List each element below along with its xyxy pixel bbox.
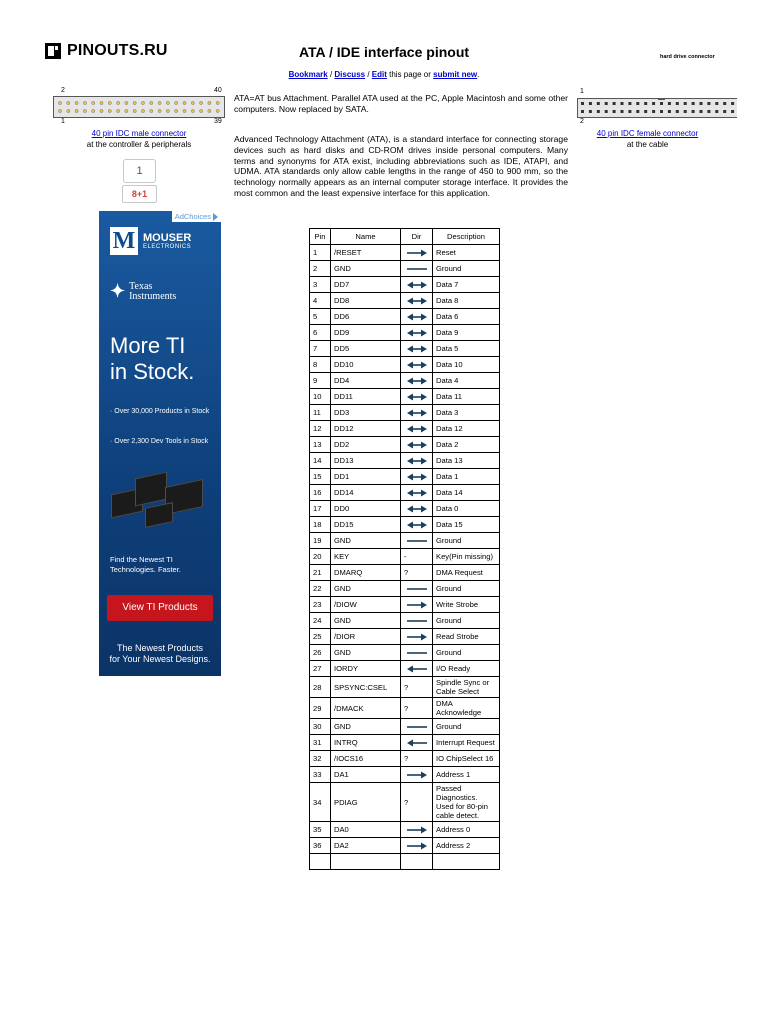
description-cell: Data 5	[433, 341, 500, 357]
pin-number: 1	[61, 118, 65, 125]
separator: /	[365, 70, 372, 79]
dir-cell	[401, 453, 433, 469]
dir-cell	[401, 421, 433, 437]
name-cell: DD3	[331, 405, 401, 421]
ad-headline-line2: in Stock.	[110, 359, 195, 384]
pin-cell: 23	[310, 597, 331, 613]
arrow-both-icon	[406, 313, 428, 321]
female-connector-image	[577, 98, 737, 118]
site-name: PINOUTS.RU	[67, 42, 168, 59]
ad-bullet: · Over 30,000 Products in Stock	[110, 408, 210, 415]
arrow-both-icon	[406, 489, 428, 497]
pin-number: 39	[214, 118, 222, 125]
description-cell: Ground	[433, 719, 500, 735]
ad-footer-line1: The Newest Products	[116, 643, 204, 653]
description-cell: Data 3	[433, 405, 500, 421]
arrow-both-icon	[406, 441, 428, 449]
arrow-both-icon	[406, 361, 428, 369]
pin-cell: 2	[310, 261, 331, 277]
dir-cell: ?	[401, 751, 433, 767]
arrow-left-icon	[406, 739, 428, 747]
pinout-table	[309, 228, 500, 870]
dir-cell	[401, 533, 433, 549]
ad-footer-line2: for Your Newest Designs.	[109, 654, 211, 664]
line-icon	[406, 617, 428, 625]
arrow-both-icon	[406, 457, 428, 465]
arrow-both-icon	[406, 297, 428, 305]
intro-paragraph-2: Advanced Technology Attachment (ATA), is a standard interface for connecting storage devices such as hard disks and CD-ROM drives inside personal computers. Many terms and synonyms for ATA exist, including abbreviations such as IDE, ATAPI, and UDMA. ATA standards only allow cable lengths in the range of 450 to 900 mm, so the technology normally appears as an internal computer storage interface. It provides the most common and the least expensive interface for this application.	[234, 134, 568, 198]
dir-cell	[401, 597, 433, 613]
table-row	[310, 437, 500, 453]
description-cell: Ground	[433, 613, 500, 629]
pin-cell: 17	[310, 501, 331, 517]
name-cell: DD10	[331, 357, 401, 373]
name-cell: GND	[331, 645, 401, 661]
name-cell: GND	[331, 533, 401, 549]
pin-cell: 34	[310, 783, 331, 822]
dir-cell	[401, 469, 433, 485]
dir-cell	[401, 357, 433, 373]
dir-cell: ?	[401, 783, 433, 822]
table-row	[310, 719, 500, 735]
dir-cell	[401, 645, 433, 661]
intro-paragraph-1: ATA=AT bus Attachment. Parallel ATA used at the PC, Apple Macintosh and some other computers. Now replaced by SATA.	[234, 93, 568, 114]
table-row	[310, 613, 500, 629]
actions-end: .	[477, 70, 480, 79]
name-cell: DA0	[331, 822, 401, 838]
table-row	[310, 661, 500, 677]
column-header-dir: Dir	[401, 229, 433, 245]
table-row	[310, 309, 500, 325]
name-cell: DD0	[331, 501, 401, 517]
pin-number: 2	[580, 118, 584, 125]
description-cell: DMA Request	[433, 565, 500, 581]
dir-cell	[401, 767, 433, 783]
pin-cell: 11	[310, 405, 331, 421]
dir-cell	[401, 437, 433, 453]
name-cell: GND	[331, 581, 401, 597]
table-row	[310, 581, 500, 597]
description-cell: Spindle Sync or Cable Select	[433, 677, 500, 698]
name-cell: PDIAG	[331, 783, 401, 822]
pin-cell: 1	[310, 245, 331, 261]
pin-cell: 6	[310, 325, 331, 341]
dir-cell	[401, 245, 433, 261]
male-connector-image	[53, 96, 225, 118]
description-cell: Address 2	[433, 838, 500, 854]
line-icon	[406, 585, 428, 593]
description-cell: Data 1	[433, 469, 500, 485]
adchoices-badge[interactable]	[172, 211, 221, 222]
line-icon	[406, 723, 428, 731]
submit-new-link[interactable]: submit new	[433, 70, 478, 79]
pin-cell: 36	[310, 838, 331, 854]
table-row	[310, 533, 500, 549]
pin-cell: 16	[310, 485, 331, 501]
dir-cell	[401, 629, 433, 645]
hard-drive-connector-label: hard drive connector	[660, 54, 715, 60]
description-cell: Data 15	[433, 517, 500, 533]
pin-cell: 31	[310, 735, 331, 751]
separator: /	[327, 70, 335, 79]
description-cell	[433, 854, 500, 870]
dir-cell	[401, 661, 433, 677]
arrow-right-icon	[406, 601, 428, 609]
page-actions	[0, 70, 768, 79]
column-header-description: Description	[433, 229, 500, 245]
view-ti-products-button[interactable]: View TI Products	[107, 595, 213, 621]
edit-link[interactable]: Edit	[371, 70, 387, 79]
dir-cell	[401, 389, 433, 405]
description-cell: Data 8	[433, 293, 500, 309]
mouser-subname: ELECTRONICS	[143, 243, 192, 250]
ti-name-line1: Texas	[129, 280, 153, 292]
arrow-both-icon	[406, 409, 428, 417]
name-cell: /DIOR	[331, 629, 401, 645]
pin-cell: 18	[310, 517, 331, 533]
pin-cell: 9	[310, 373, 331, 389]
dir-cell	[401, 719, 433, 735]
table-row	[310, 838, 500, 854]
column-header-name: Name	[331, 229, 401, 245]
name-cell	[331, 854, 401, 870]
name-cell: DD14	[331, 485, 401, 501]
pin-cell: 35	[310, 822, 331, 838]
name-cell: DD15	[331, 517, 401, 533]
pin-cell: 33	[310, 767, 331, 783]
table-row	[310, 341, 500, 357]
table-row	[310, 735, 500, 751]
description-cell: Write Strobe	[433, 597, 500, 613]
name-cell: DA1	[331, 767, 401, 783]
pin-cell: 21	[310, 565, 331, 581]
dir-cell	[401, 341, 433, 357]
dir-cell	[401, 613, 433, 629]
arrow-both-icon	[406, 521, 428, 529]
texas-icon: ✦	[110, 281, 126, 301]
line-icon	[406, 649, 428, 657]
pin-cell	[310, 854, 331, 870]
pin-cell: 20	[310, 549, 331, 565]
dir-cell: -	[401, 549, 433, 565]
pin-cell: 15	[310, 469, 331, 485]
description-cell: Data 13	[433, 453, 500, 469]
name-cell: GND	[331, 719, 401, 735]
dir-cell	[401, 277, 433, 293]
name-cell: INTRQ	[331, 735, 401, 751]
ti-name-line2: Instruments	[129, 290, 177, 302]
description-cell: Interrupt Request	[433, 735, 500, 751]
name-cell: DD4	[331, 373, 401, 389]
pin-cell: 14	[310, 453, 331, 469]
arrow-right-icon	[406, 249, 428, 257]
description-cell: Ground	[433, 581, 500, 597]
name-cell: DD1	[331, 469, 401, 485]
table-row	[310, 501, 500, 517]
name-cell: DD12	[331, 421, 401, 437]
arrow-left-icon	[406, 665, 428, 673]
name-cell: SPSYNC:CSEL	[331, 677, 401, 698]
line-icon	[406, 537, 428, 545]
name-cell: DD7	[331, 277, 401, 293]
arrow-both-icon	[406, 281, 428, 289]
name-cell: IORDY	[331, 661, 401, 677]
name-cell: /DMACK	[331, 698, 401, 719]
female-connector-pins	[578, 99, 738, 117]
pin-cell: 28	[310, 677, 331, 698]
pin-cell: 8	[310, 357, 331, 373]
table-row	[310, 565, 500, 581]
description-cell: Data 2	[433, 437, 500, 453]
arrow-right-icon	[406, 633, 428, 641]
adchoices-label: AdChoices	[174, 212, 211, 221]
arrow-both-icon	[406, 329, 428, 337]
table-row	[310, 469, 500, 485]
table-row	[310, 822, 500, 838]
description-cell: Ground	[433, 533, 500, 549]
male-connector-link[interactable]: 40 pin IDC male connector	[91, 129, 187, 138]
description-cell: Data 4	[433, 373, 500, 389]
table-row	[310, 357, 500, 373]
adchoices-icon	[213, 213, 218, 221]
table-row	[310, 245, 500, 261]
name-cell: /RESET	[331, 245, 401, 261]
pin-cell: 3	[310, 277, 331, 293]
dir-cell	[401, 293, 433, 309]
pin-cell: 32	[310, 751, 331, 767]
table-row	[310, 517, 500, 533]
dir-cell	[401, 485, 433, 501]
arrow-both-icon	[406, 377, 428, 385]
pin-cell: 24	[310, 613, 331, 629]
description-cell: Reset	[433, 245, 500, 261]
name-cell: DA2	[331, 838, 401, 854]
name-cell: KEY	[331, 549, 401, 565]
table-row	[310, 645, 500, 661]
column-header-pin: Pin	[310, 229, 331, 245]
table-row	[310, 405, 500, 421]
arrow-both-icon	[406, 425, 428, 433]
name-cell: DD6	[331, 309, 401, 325]
female-connector-subtitle: at the cable	[626, 140, 669, 149]
advertisement[interactable]	[99, 211, 221, 676]
pin-cell: 30	[310, 719, 331, 735]
description-cell: Address 1	[433, 767, 500, 783]
pin-cell: 7	[310, 341, 331, 357]
description-cell: Data 11	[433, 389, 500, 405]
table-row	[310, 783, 500, 822]
pin-number: 2	[61, 87, 65, 94]
pin-cell: 19	[310, 533, 331, 549]
mouser-name: MOUSER	[143, 231, 192, 244]
arrow-right-icon	[406, 771, 428, 779]
table-row	[310, 629, 500, 645]
share-count: 1	[123, 159, 156, 183]
pin-cell: 29	[310, 698, 331, 719]
dir-cell: ?	[401, 698, 433, 719]
description-cell: Read Strobe	[433, 629, 500, 645]
female-connector-link[interactable]: 40 pin IDC female connector	[596, 129, 699, 138]
pin-number: 40	[214, 87, 222, 94]
table-row	[310, 677, 500, 698]
table-row	[310, 277, 500, 293]
pin-cell: 5	[310, 309, 331, 325]
description-cell: DMA Acknowledge	[433, 698, 500, 719]
dir-cell	[401, 822, 433, 838]
table-row	[310, 485, 500, 501]
dir-cell	[401, 405, 433, 421]
table-row	[310, 549, 500, 565]
name-cell: DD11	[331, 389, 401, 405]
name-cell: GND	[331, 613, 401, 629]
male-connector-pins	[54, 97, 224, 117]
pin-cell: 25	[310, 629, 331, 645]
table-row	[310, 767, 500, 783]
table-row	[310, 751, 500, 767]
male-connector-subtitle: at the controller & peripherals	[86, 140, 192, 149]
description-cell: Data 9	[433, 325, 500, 341]
name-cell: DD2	[331, 437, 401, 453]
table-row	[310, 453, 500, 469]
pin-cell: 10	[310, 389, 331, 405]
ad-bullet: · Over 2,300 Dev Tools in Stock	[110, 438, 209, 445]
name-cell: DMARQ	[331, 565, 401, 581]
name-cell: /DIOW	[331, 597, 401, 613]
table-row	[310, 854, 500, 870]
description-cell: Key(Pin missing)	[433, 549, 500, 565]
table-row	[310, 421, 500, 437]
name-cell: /IOCS16	[331, 751, 401, 767]
mouser-m-icon: M	[110, 227, 138, 255]
bookmark-link[interactable]: Bookmark	[288, 70, 328, 79]
description-cell: Passed Diagnostics. Used for 80-pin cable detect.	[433, 783, 500, 822]
description-cell: Data 12	[433, 421, 500, 437]
description-cell: Data 6	[433, 309, 500, 325]
table-row	[310, 698, 500, 719]
description-cell: Data 14	[433, 485, 500, 501]
ad-footer	[99, 643, 221, 665]
ad-find-text: Find the Newest TI Technologies. Faster.	[110, 555, 181, 574]
actions-text: this page or	[386, 70, 434, 79]
name-cell: DD13	[331, 453, 401, 469]
dir-cell: ?	[401, 677, 433, 698]
mouser-logo	[110, 227, 191, 255]
page-title: ATA / IDE interface pinout	[298, 44, 470, 60]
pin-cell: 26	[310, 645, 331, 661]
discuss-link[interactable]: Discuss	[334, 70, 366, 79]
ti-logo	[110, 281, 176, 302]
dir-cell: ?	[401, 565, 433, 581]
description-cell: Ground	[433, 645, 500, 661]
description-cell: Data 0	[433, 501, 500, 517]
pin-number: 1	[580, 88, 584, 95]
description-cell: I/O Ready	[433, 661, 500, 677]
dir-cell	[401, 838, 433, 854]
pin-cell: 4	[310, 293, 331, 309]
arrow-both-icon	[406, 473, 428, 481]
table-row	[310, 293, 500, 309]
dir-cell	[401, 309, 433, 325]
description-cell: Address 0	[433, 822, 500, 838]
arrow-both-icon	[406, 393, 428, 401]
table-row	[310, 325, 500, 341]
description-cell: Data 7	[433, 277, 500, 293]
description-cell: Ground	[433, 261, 500, 277]
dir-cell	[401, 517, 433, 533]
chips-image	[111, 469, 209, 529]
ad-headline	[110, 333, 194, 385]
dir-cell	[401, 581, 433, 597]
dir-cell	[401, 735, 433, 751]
table-row	[310, 261, 500, 277]
pin-cell: 12	[310, 421, 331, 437]
dir-cell	[401, 373, 433, 389]
pin-cell: 13	[310, 437, 331, 453]
table-row	[310, 389, 500, 405]
table-row	[310, 373, 500, 389]
arrow-both-icon	[406, 505, 428, 513]
pin-cell: 22	[310, 581, 331, 597]
dir-cell	[401, 325, 433, 341]
arrow-right-icon	[406, 842, 428, 850]
dir-cell	[401, 501, 433, 517]
name-cell: DD9	[331, 325, 401, 341]
arrow-both-icon	[406, 345, 428, 353]
name-cell: DD8	[331, 293, 401, 309]
table-header-row	[310, 229, 500, 245]
pin-cell: 27	[310, 661, 331, 677]
description-cell: Data 10	[433, 357, 500, 373]
dir-cell	[401, 261, 433, 277]
line-icon	[406, 265, 428, 273]
dir-cell	[401, 854, 433, 870]
name-cell: DD5	[331, 341, 401, 357]
gplus-button[interactable]: 8+1	[122, 185, 157, 203]
arrow-right-icon	[406, 826, 428, 834]
ad-headline-line1: More TI	[110, 333, 186, 358]
description-cell: IO ChipSelect 16	[433, 751, 500, 767]
name-cell: GND	[331, 261, 401, 277]
table-row	[310, 597, 500, 613]
